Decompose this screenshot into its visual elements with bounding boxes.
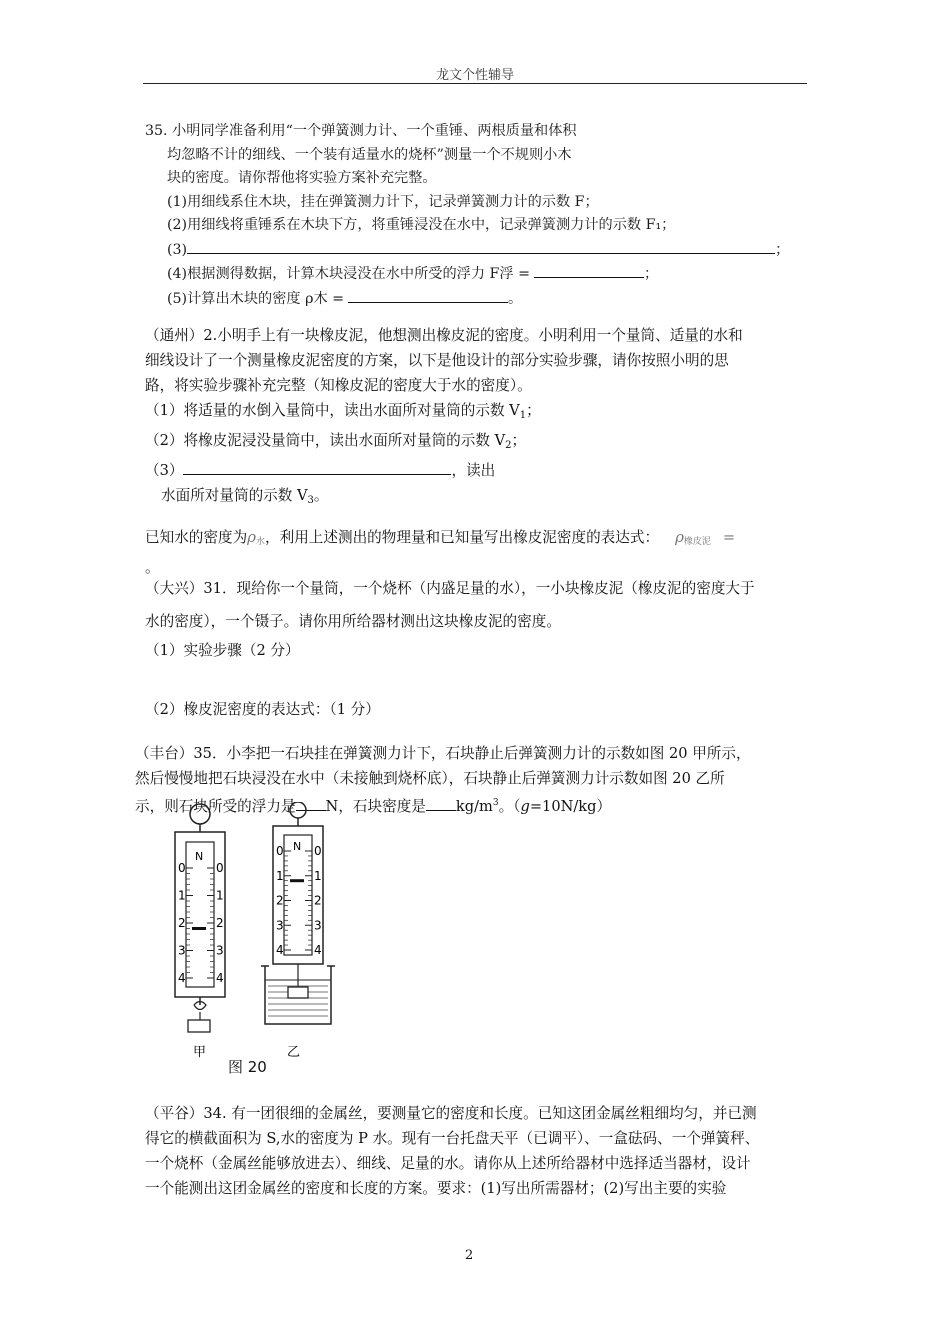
unit-label: N	[195, 850, 204, 863]
tick-label: 2	[178, 916, 186, 930]
text-line: （1）实验步骤（2 分）	[145, 642, 300, 659]
text-line: 35. 小明同学准备利用“一个弹簧测力计、一个重锤、两根质量和体积	[145, 123, 577, 139]
g-symbol: g	[520, 798, 530, 815]
q-text: =10N/kg）	[529, 798, 612, 815]
page-header: 龙文个性辅导	[435, 68, 514, 83]
text-line: (2)用细线将重锤系在木块下方，将重锤浸没在水中，记录弹簧测力计的示数 F₁；	[167, 217, 676, 233]
tick-label: 2	[216, 916, 224, 930]
rho-symbol: ρ	[675, 528, 684, 546]
tick-label: 0	[314, 844, 322, 858]
answer-blank[interactable]	[348, 287, 508, 303]
step-text: （2）将橡皮泥浸没量筒中，读出水面所对量筒的示数 V	[145, 432, 506, 449]
punct: ；	[643, 266, 659, 282]
step-5-line	[145, 287, 805, 312]
tick-label: 4	[178, 971, 186, 985]
step-3	[145, 458, 810, 483]
text-line: （2）橡皮泥密度的表达式：（1 分）	[145, 701, 380, 718]
rho-subscript: 橡皮泥	[683, 537, 711, 547]
step-3-line	[145, 238, 805, 263]
text-line: （通州）2.小明手上有一块橡皮泥，他想测出橡皮泥的密度。小明利用一个量筒、适量的水和	[145, 327, 743, 344]
text-line: 块的密度。请你帮他将实验方案补充完整。	[167, 170, 437, 186]
text-line: 均忽略不计的细线、一个装有适量水的烧杯”测量一个不规则小木	[167, 146, 572, 163]
step-1	[145, 398, 810, 428]
tick-label: 4	[314, 943, 322, 957]
expr-end: 。	[145, 559, 160, 576]
label-yi: 乙	[287, 1045, 301, 1060]
answer-blank[interactable]	[187, 238, 775, 254]
scale-ring	[290, 802, 306, 818]
answer-blank[interactable]	[183, 459, 451, 475]
text-line: （大兴）31．现给你一个量筒，一个烧杯（内盛足量的水），一小块橡皮泥（橡皮泥的密度大于	[145, 580, 755, 597]
question-tongzhou	[145, 323, 810, 580]
answer-blank[interactable]	[534, 262, 644, 278]
text-line: （平谷）34. 有一团很细的金属丝，要测量它的密度和长度。已知这团金属丝粗细均匀，并已测	[145, 1105, 757, 1122]
header-rule	[143, 83, 807, 84]
punct: 。	[313, 487, 329, 504]
step-label: （3）	[145, 462, 184, 479]
step-3-cont	[145, 483, 810, 513]
question-pinggu	[145, 1101, 810, 1201]
scale-ring	[190, 804, 210, 824]
tick-marks	[178, 861, 224, 985]
step-text: ，读出	[451, 462, 496, 479]
text-line: 一个烧杯（金属丝能够放进去）、细线、足量的水。请你从上述所给器材中选择适当器材，设计	[145, 1155, 751, 1172]
answer-blank[interactable]	[426, 795, 456, 811]
subscript: 1	[519, 410, 527, 421]
expr-text: 已知水的密度为	[145, 529, 248, 546]
tick-label: 1	[216, 888, 224, 903]
expr-text: ，利用上述测出的物理量和已知量写出橡皮泥密度的表达式：	[265, 529, 660, 546]
equals-sign: =	[722, 529, 736, 546]
scale-tube	[186, 842, 214, 987]
stone-block	[188, 1020, 210, 1032]
subscript: 3	[307, 495, 314, 506]
step-text: (5)计算出木块的密度 ρ木 =	[167, 290, 345, 307]
figure-caption: 图 20	[228, 1058, 267, 1076]
scale-pointer	[192, 927, 206, 930]
subscript: 2	[505, 440, 512, 451]
tick-label: 3	[314, 918, 322, 933]
text-line: （丰台）35．小李把一石块挂在弹簧测力计下，石块静止后弹簧测力计的示数如图 20 甲所示，	[135, 745, 751, 762]
tick-label: 3	[276, 918, 284, 933]
spring-scale-figure	[165, 802, 345, 1062]
scale-tube	[284, 835, 312, 955]
tick-label: 0	[178, 861, 186, 875]
punct: 。	[508, 290, 523, 307]
spring-scale-a	[175, 804, 225, 1060]
tick-label: 0	[216, 861, 224, 875]
tick-label: 3	[216, 943, 224, 958]
text-line: 水的密度），一个镊子。请你用所给器材测出这块橡皮泥的密度。	[145, 613, 561, 630]
tick-label: 3	[178, 943, 186, 958]
step-4-line	[145, 262, 805, 287]
tick-label: 2	[314, 893, 322, 908]
unit: kg/m	[455, 798, 493, 815]
tick-label: 1	[276, 868, 284, 883]
step-label: (3)	[167, 241, 188, 258]
text-line: 细线设计了一个测量橡皮泥密度的方案，以下是他设计的部分实验步骤，请你按照小明的思	[145, 352, 729, 369]
q-text: 示，则石块所受的浮力是	[135, 798, 296, 815]
scale-pointer	[290, 879, 304, 882]
label-jia: 甲	[193, 1045, 207, 1060]
question-35-scan	[145, 120, 805, 311]
tick-label: 1	[314, 868, 322, 883]
page-number: 2	[465, 1248, 474, 1263]
text-line: 得它的横截面积为 S,水的密度为 P 水。现有一台托盘天平（已调平）、一盒砝码、一个弹簧秤、	[145, 1130, 760, 1147]
unit-label: N	[293, 840, 302, 853]
tick-label: 1	[178, 888, 186, 903]
text-line: 路，将实验步骤补充完整（知橡皮泥的密度大于水的密度）。	[145, 377, 532, 394]
step-text: 水面所对量筒的示数 V	[161, 487, 308, 504]
step-text: （1）将适量的水倒入量筒中，读出水面所对量筒的示数 V	[145, 402, 520, 419]
superscript: 3	[492, 798, 499, 808]
q-text: N，石块密度是	[325, 798, 426, 815]
rho-symbol: ρ	[247, 528, 256, 546]
tick-label: 0	[276, 844, 284, 858]
punct: ；	[526, 402, 541, 419]
tick-label: 4	[276, 943, 284, 957]
question-daxing	[145, 572, 810, 723]
punct: ；	[775, 241, 790, 258]
text-line: 然后慢慢地把石块浸没在水中（未接触到烧杯底），石块静止后弹簧测力计示数如图 20 乙所	[135, 770, 725, 787]
step-text: (4)根据测得数据，计算木块浸没在水中所受的浮力 F浮 =	[167, 266, 530, 282]
tick-label: 4	[216, 971, 224, 985]
step-2	[145, 428, 810, 458]
tick-label: 2	[276, 893, 284, 908]
rho-subscript: 水	[256, 537, 266, 547]
tick-marks	[276, 844, 322, 957]
q-text: 。（	[498, 798, 521, 815]
density-expression-line	[145, 525, 810, 555]
text-line: 一个能测出这团金属丝的密度和长度的方案。要求：(1)写出所需器材；(2)写出主要的实验	[145, 1180, 727, 1197]
stone-block	[288, 987, 308, 998]
text-line: (1)用细线系住木块，挂在弹簧测力计下，记录弹簧测力计的示数 F；	[167, 193, 599, 210]
punct: ；	[511, 432, 527, 449]
spring-scale-b	[261, 802, 335, 1060]
